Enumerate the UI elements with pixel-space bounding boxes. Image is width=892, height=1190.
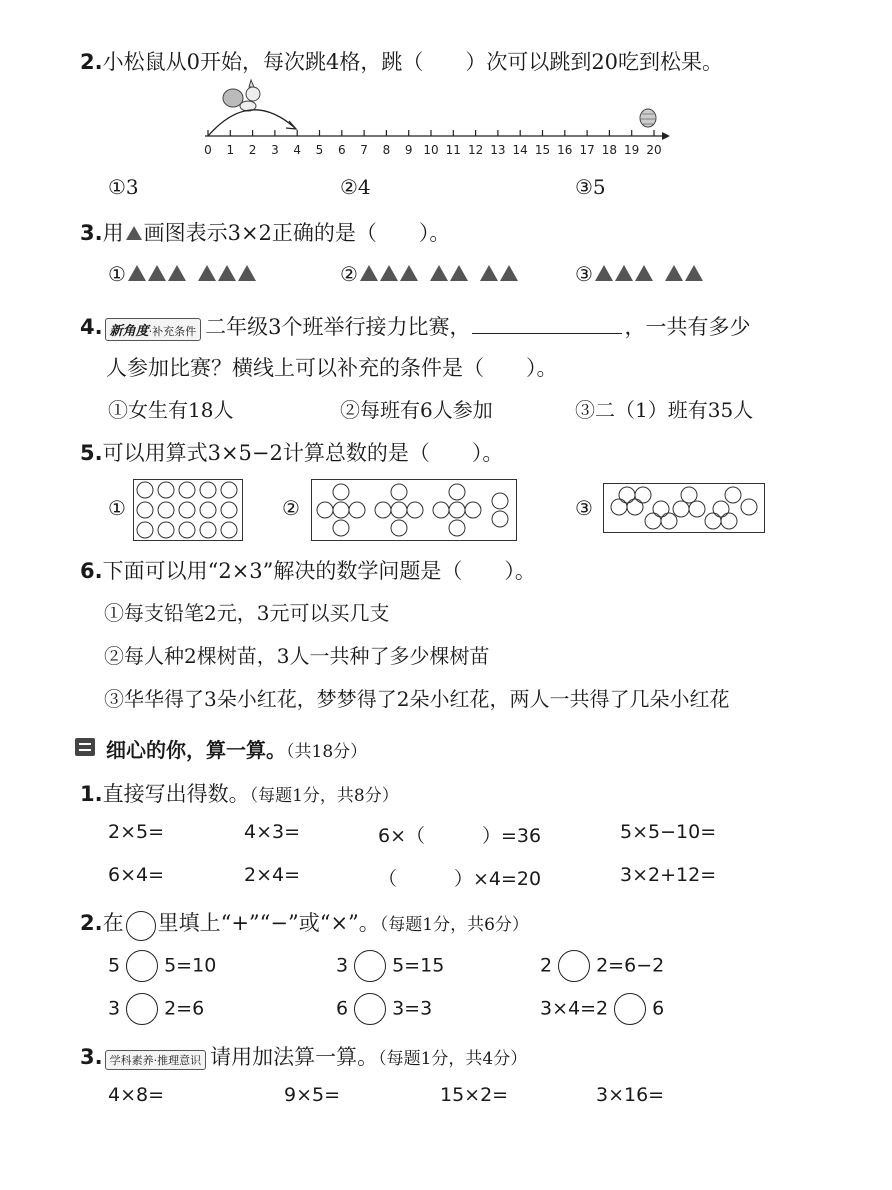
tag-text: ·补充条件 — [148, 325, 197, 338]
question-text: 请用加法算一算。 — [210, 1045, 379, 1069]
triangle-icon — [125, 225, 143, 241]
operator-item — [336, 950, 444, 982]
tick-label: 19 — [624, 143, 640, 157]
calc-item: 2×4= — [244, 864, 301, 886]
calc-item: 3×2+12= — [620, 864, 717, 886]
q2-option-1: ①3 — [108, 175, 139, 199]
question-number: 3. — [80, 221, 103, 245]
triangle-icon — [450, 265, 468, 281]
operator-circle[interactable] — [126, 950, 158, 982]
q4-option-2: ②每班有6人参加 — [340, 398, 493, 422]
question-text: 下面可以用“2×3”解决的数学问题是（ ）。 — [102, 559, 536, 583]
literacy-tag: 学科素养·推理意识 — [105, 1050, 207, 1070]
calc-item: 6×（ ）=36 — [378, 825, 542, 847]
triangle-icon — [480, 265, 498, 281]
question-number: 2. — [80, 911, 103, 935]
q3-option-1 — [108, 262, 266, 286]
triangle-icon — [635, 265, 653, 281]
tick-label: 3 — [271, 143, 279, 157]
question-2 — [80, 46, 723, 76]
operator-circle[interactable] — [354, 950, 386, 982]
q5-label-2: ② — [282, 496, 300, 520]
blank-circle-icon — [126, 911, 156, 941]
question-4 — [80, 311, 750, 341]
right-part: 3=3 — [392, 997, 433, 1020]
calc-item: 6×4= — [108, 864, 165, 886]
question-5 — [80, 437, 503, 467]
triangle-icon — [218, 265, 236, 281]
triangle-icon — [615, 265, 633, 281]
question-4-line-2: 人参加比赛？横线上可以补充的条件是（ ）。 — [106, 356, 558, 380]
tick-label: 9 — [404, 143, 413, 157]
triangle-groups — [593, 263, 733, 283]
calc-item: 9×5= — [284, 1084, 341, 1106]
q3-option-2 — [340, 262, 518, 286]
q4-option-3: ③二（1）班有35人 — [575, 398, 754, 422]
calc-item: 4×8= — [108, 1084, 165, 1106]
q6-option-3: ③华华得了3朵小红花，梦梦得了2朵小红花，两人一共得了几朵小红花 — [104, 687, 730, 711]
option-label: ① — [108, 262, 126, 286]
tick-label: 13 — [490, 143, 506, 157]
question-text-post: ，一共有多少 — [624, 315, 751, 339]
operator-item — [540, 993, 664, 1025]
question-number: 2. — [80, 50, 103, 74]
problem-1 — [80, 778, 399, 808]
operator-item — [108, 993, 204, 1025]
left-operand: 2 — [540, 954, 553, 977]
answer-blank[interactable] — [472, 315, 622, 334]
question-number: 3. — [80, 1045, 103, 1069]
problem-2 — [80, 907, 529, 941]
q6-option-2: ②每人种2棵树苗，3人一共种了多少棵树苗 — [104, 644, 490, 668]
question-text: 直接写出得数。 — [102, 782, 250, 806]
q5-label-3: ③ — [575, 496, 593, 520]
tick-label: 7 — [360, 143, 368, 157]
operator-item — [540, 950, 664, 982]
jump-arc — [208, 110, 295, 136]
tick-label: 20 — [646, 143, 662, 157]
triangle-icon — [430, 265, 448, 281]
tick-label: 1 — [226, 143, 235, 157]
tick-label: 6 — [337, 143, 346, 157]
calc-item: 15×2= — [440, 1084, 509, 1106]
right-part: 6 — [652, 997, 665, 1020]
left-operand: 3 — [108, 997, 121, 1020]
question-note: （每题1分，共6分） — [379, 915, 529, 935]
left-operand: 3×4=2 — [540, 997, 609, 1020]
tick-label: 8 — [382, 143, 391, 157]
operator-circle[interactable] — [614, 993, 646, 1025]
tick-label: 15 — [534, 143, 551, 157]
section-title: 细心的你，算一算。 — [106, 738, 286, 762]
question-3 — [80, 217, 450, 247]
triangle-icon — [148, 265, 166, 281]
triangle-icon — [128, 265, 146, 281]
q3-option-3 — [575, 262, 733, 286]
question-number: 6. — [80, 559, 103, 583]
question-number: 1. — [80, 782, 103, 806]
tick-label: 0 — [204, 143, 212, 157]
question-text: 小松鼠从0开始，每次跳4格，跳（ ）次可以跳到20吃到松果。 — [102, 50, 724, 74]
calc-item: 2×5= — [108, 821, 165, 843]
q2-option-2: ②4 — [340, 175, 371, 199]
calc-item: （ ）×4=20 — [378, 868, 542, 890]
q5-figure-2 — [311, 479, 517, 541]
q5-figure-1 — [133, 479, 243, 541]
operator-circle[interactable] — [126, 993, 158, 1025]
tag-brand: 新角度 — [109, 324, 149, 339]
triangle-icon — [595, 265, 613, 281]
right-part: 2=6−2 — [596, 954, 665, 977]
tick-label: 4 — [293, 143, 302, 157]
left-operand: 3 — [336, 954, 349, 977]
left-operand: 6 — [336, 997, 349, 1020]
section-heading — [106, 734, 367, 763]
problem-3 — [80, 1041, 527, 1071]
question-number: 4. — [80, 315, 103, 339]
tick-label: 14 — [512, 143, 528, 157]
right-part: 5=10 — [164, 954, 217, 977]
triangle-icon — [500, 265, 518, 281]
tick-label: 11 — [445, 143, 461, 157]
triangle-icon — [685, 265, 703, 281]
option-label: ② — [340, 262, 358, 286]
question-6 — [80, 555, 536, 585]
right-part: 2=6 — [164, 997, 205, 1020]
q5-label-1: ① — [108, 496, 126, 520]
tick-label: 16 — [557, 143, 573, 157]
axis-arrow-icon — [662, 132, 670, 140]
number-line — [190, 78, 680, 160]
question-text: 可以用算式3×5−2计算总数的是（ ）。 — [102, 441, 504, 465]
calc-item: 5×5−10= — [620, 821, 717, 843]
question-text-pre: 在 — [102, 911, 124, 935]
calc-item: 4×3= — [244, 821, 301, 843]
section-number-icon — [75, 738, 95, 756]
operator-item — [108, 950, 216, 982]
question-text-post: 里填上“+”“−”或“×”。 — [157, 911, 380, 935]
section-score: （共18分） — [286, 742, 368, 762]
tick-label: 5 — [315, 143, 324, 157]
question-note: （每题1分，共8分） — [249, 786, 399, 806]
operator-circle[interactable] — [558, 950, 590, 982]
q2-option-3: ③5 — [575, 175, 606, 199]
operator-item — [336, 993, 432, 1025]
q6-option-1: ①每支铅笔2元，3元可以买几支 — [104, 601, 390, 625]
question-text-post: 画图表示3×2正确的是（ ）。 — [143, 221, 451, 245]
triangle-icon — [400, 265, 418, 281]
triangle-icon — [168, 265, 186, 281]
q5-figure-3 — [603, 483, 765, 533]
operator-circle[interactable] — [354, 993, 386, 1025]
left-operand: 5 — [108, 954, 121, 977]
squirrel-icon — [223, 80, 260, 111]
triangle-icon — [360, 265, 378, 281]
triangle-groups — [126, 263, 266, 283]
question-note: （每题1分，共4分） — [378, 1049, 528, 1069]
tick-label: 2 — [248, 143, 257, 157]
question-number: 5. — [80, 441, 103, 465]
tick-label: 18 — [601, 143, 618, 157]
tick-label: 17 — [579, 143, 595, 157]
new-angle-tag — [105, 318, 202, 341]
option-label: ③ — [575, 262, 593, 286]
triangle-icon — [665, 265, 683, 281]
triangle-icon — [238, 265, 256, 281]
pinecone-icon — [640, 109, 656, 127]
triangle-icon — [198, 265, 216, 281]
calc-item: 3×16= — [596, 1084, 665, 1106]
q4-option-1: ①女生有18人 — [108, 398, 234, 422]
question-text-pre: 二年级3个班举行接力比赛， — [205, 315, 471, 339]
question-text-pre: 用 — [102, 221, 124, 245]
tick-label: 10 — [423, 143, 439, 157]
right-part: 5=15 — [392, 954, 445, 977]
triangle-icon — [380, 265, 398, 281]
triangle-groups — [358, 263, 518, 283]
tick-label: 12 — [467, 143, 484, 157]
